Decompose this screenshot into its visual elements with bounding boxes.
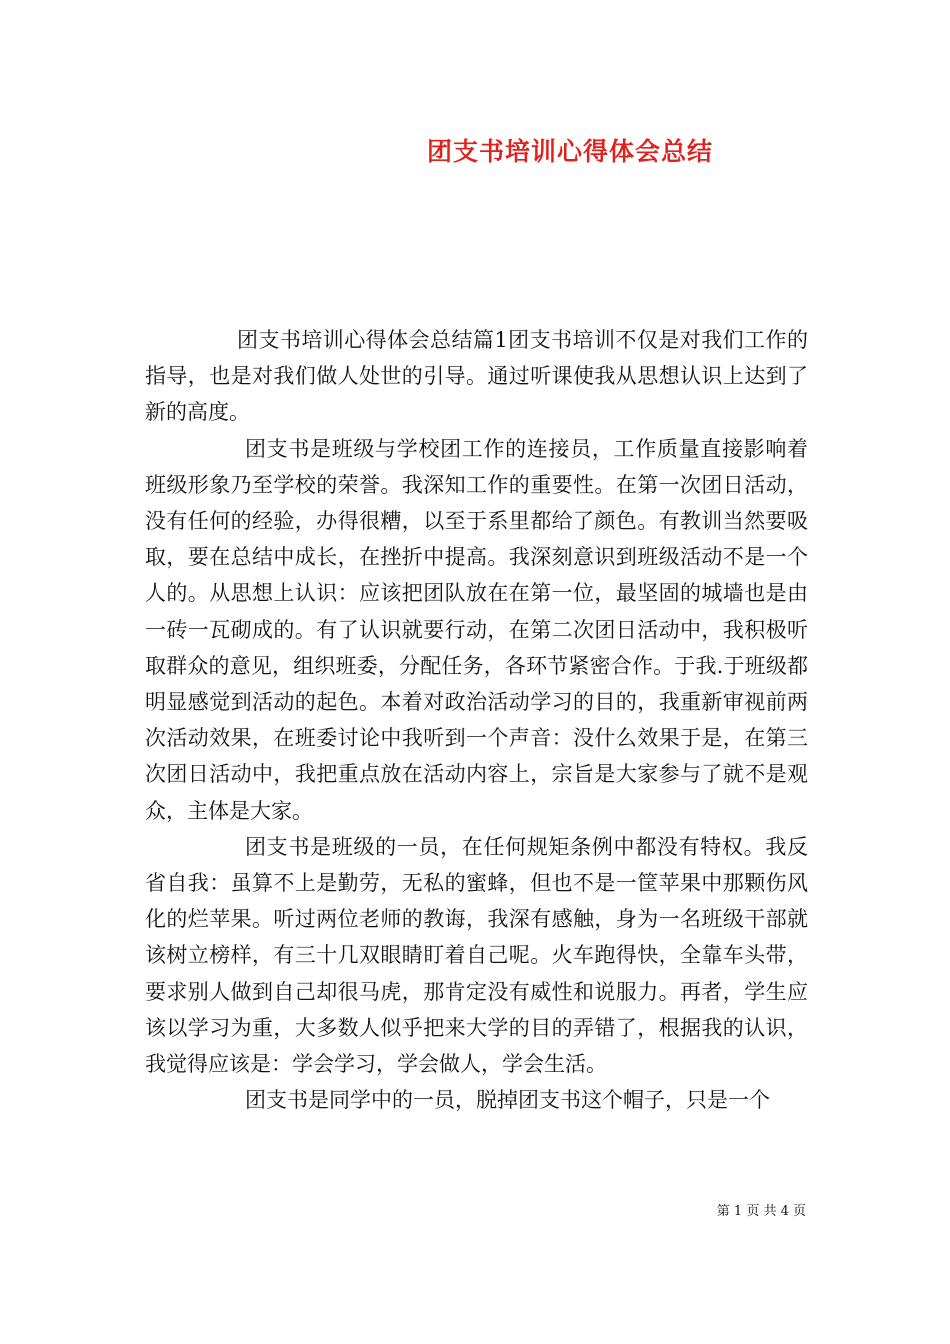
document-body <box>145 322 808 1118</box>
paragraph-1: 团支书培训心得体会总结篇1团支书培训不仅是对我们工作的指导，也是对我们做人处世的引导。通过听课使我从思想认识上达到了新的高度。 <box>145 328 808 425</box>
page-number-footer: 第 1 页 共 4 页 <box>716 1204 806 1219</box>
paragraph-4: 团支书是同学中的一员，脱掉团支书这个帽子，只是一个 <box>245 1088 770 1113</box>
paragraph-2: 团支书是班级与学校团工作的连接员，工作质量直接影响着班级形象乃至学校的荣誉。我深知工作的重要性。在第一次团日活动，没有任何的经验，办得很糟，以至于系里都给了颜色。有教训当然要吸取，要在总结中成长，在挫折中提高。我深刻意识到班级活动不是一个人的。从思想上认识：应该把团队放在在第一位，最坚固的城墙也是由一砖一瓦砌成的。有了认识就要行动，在第二次团日活动中，我积极听取群众的意见，组织班委，分配任务，各环节紧密合作。于我.于班级都明显感觉到活动的起色。本着对政治活动学习的目的，我重新审视前两次活动效果，在班委讨论中我听到一个声音：没什么效果于是，在第三次团日活动中，我把重点放在活动内容上，宗旨是大家参与了就不是观众，主体是大家。 <box>145 436 808 823</box>
document-title: 团支书培训心得体会总结 <box>426 137 713 166</box>
paragraph-3: 团支书是班级的一员，在任何规矩条例中都没有特权。我反省自我：虽算不上是勤劳，无私的蜜蜂，但也不是一筐苹果中那颗伤风化的烂苹果。听过两位老师的教诲，我深有感触，身为一名班级干部就该树立榜样，有三十几双眼睛盯着自己呢。火车跑得快，全靠车头带，要求别人做到自己却很马虎，那肯定没有威性和说服力。再者，学生应该以学习为重，大多数人似乎把来大学的目的弄错了，根据我的认识，我觉得应该是：学会学习，学会做人，学会生活。 <box>145 834 808 1077</box>
